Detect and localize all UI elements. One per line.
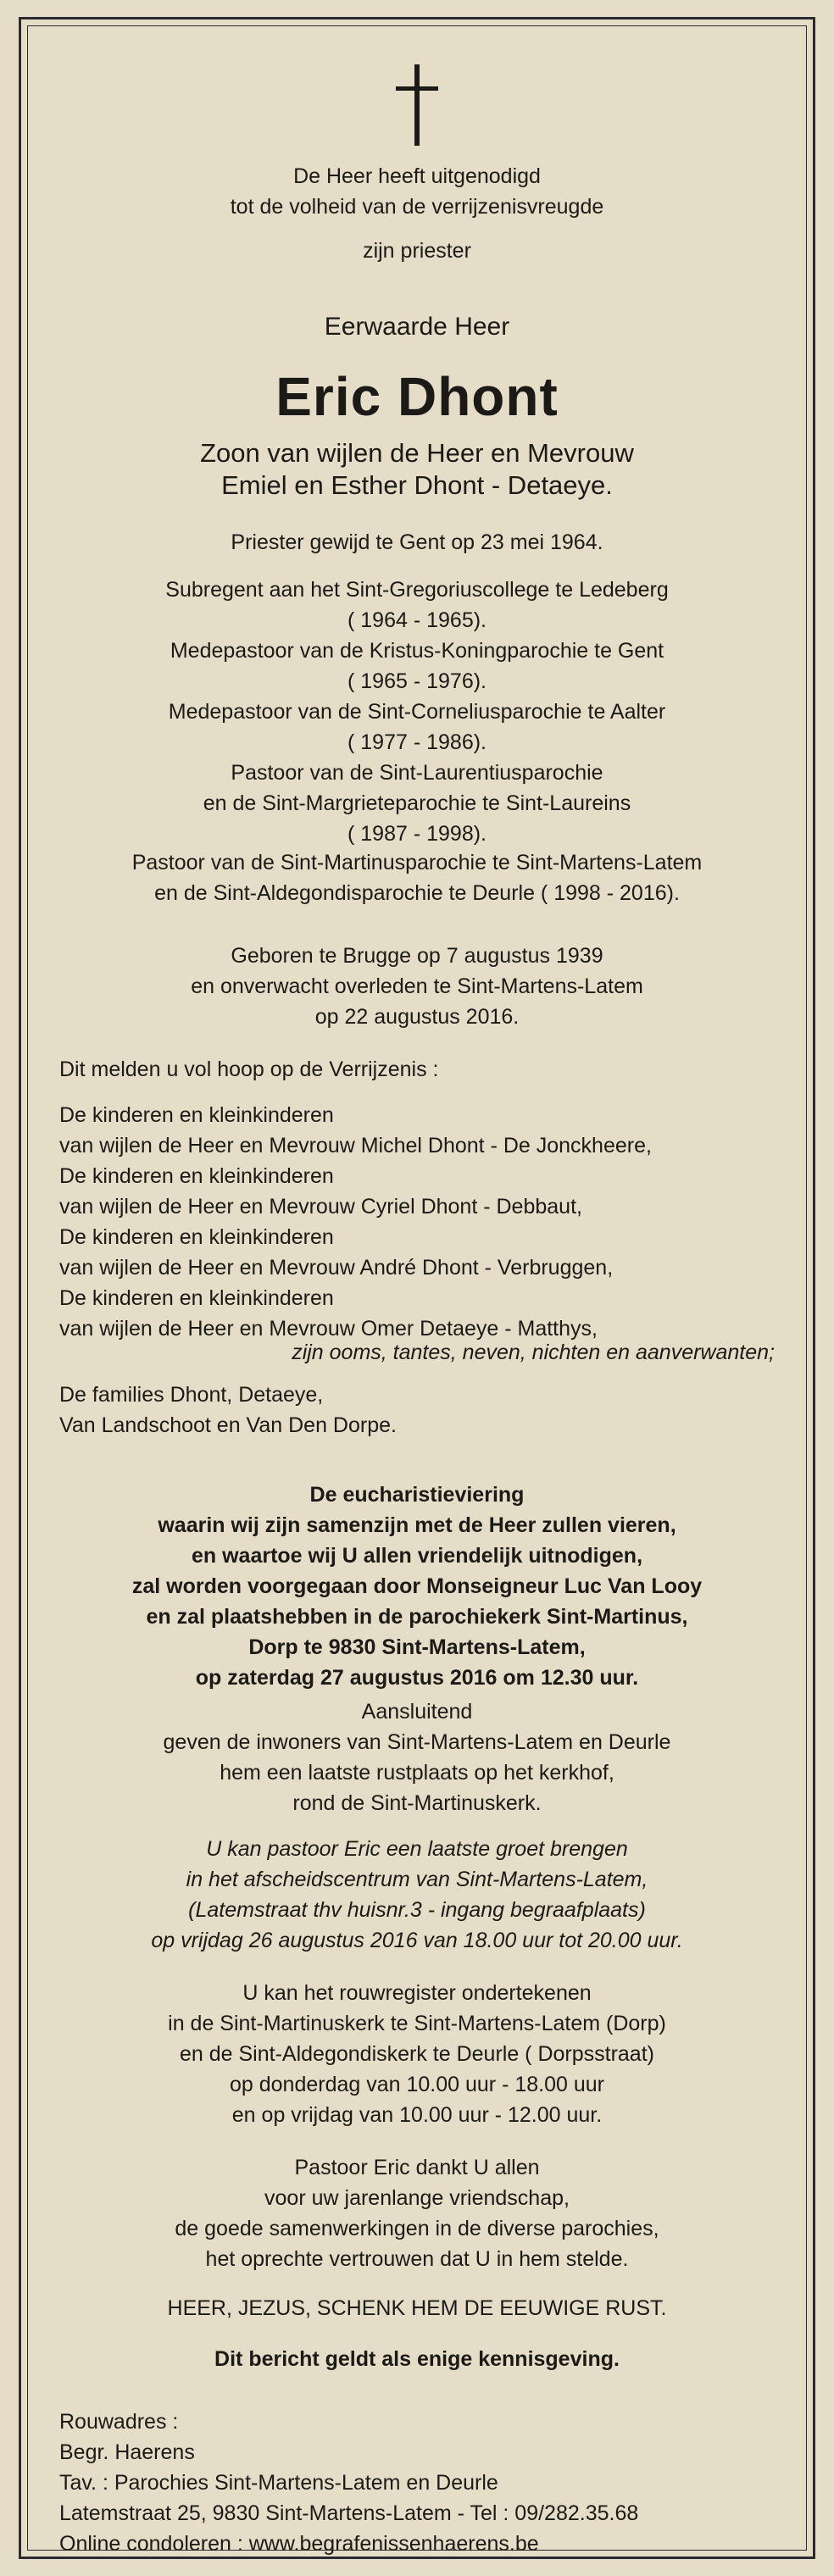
burial-line: rond de Sint-Martinuskerk. [292, 1791, 542, 1815]
address-block [59, 2407, 775, 2559]
funeral-line: De eucharistieviering [309, 1483, 525, 1507]
prayer [59, 2293, 775, 2323]
families [59, 1380, 775, 1441]
intro-line: tot de volheid van de verrijzenisvreugde [230, 195, 604, 219]
intro-line: De Heer heeft uitgenodigd [293, 164, 541, 188]
family-line: van wijlen de Heer en Mevrouw André Dhont - Verbruggen, [59, 1256, 614, 1280]
deceased-name: Eric Dhont [275, 366, 559, 427]
register-details [59, 1978, 775, 2130]
burial-line: geven de inwoners van Sint-Martens-Latem en Deurle [163, 1730, 671, 1754]
announcement-line: Dit melden u vol hoop op de Verrijzenis : [59, 1058, 439, 1081]
funeral-line: op zaterdag 27 augustus 2016 om 12.30 uur. [195, 1666, 639, 1690]
address-line: Rouwadres : [59, 2410, 179, 2434]
career-line: ( 1987 - 1998). [348, 822, 486, 846]
ordination-line: Priester gewijd te Gent op 23 mei 1964. [231, 530, 603, 554]
family-line: De kinderen en kleinkinderen [59, 1286, 334, 1310]
thanks-text [59, 2152, 775, 2274]
family-line: De kinderen en kleinkinderen [59, 1103, 334, 1127]
career-line: en de Sint-Margrieteparochie te Sint-Laureins [203, 791, 631, 815]
families-line: De families Dhont, Detaeye, [59, 1383, 324, 1407]
address-line: Latemstraat 25, 9830 Sint-Martens-Latem - Tel : 09/282.35.68 [59, 2501, 639, 2525]
funeral-line: en zal plaatshebben in de parochiekerk Sint-Martinus, [146, 1605, 688, 1629]
relatives [59, 1337, 775, 1368]
life-dates-line: Geboren te Brugge op 7 augustus 1939 [231, 944, 603, 968]
address-line: Begr. Haerens [59, 2440, 195, 2464]
relatives-line: zijn ooms, tantes, neven, nichten en aanverwanten; [292, 1341, 775, 1364]
families-line: Van Landschoot en Van Den Dorpe. [59, 1413, 397, 1437]
career-line: Medepastoor van de Sint-Corneliusparochie te Aalter [168, 700, 666, 724]
family-line: van wijlen de Heer en Mevrouw Michel Dhont - De Jonckheere, [59, 1134, 652, 1158]
career-line: ( 1965 - 1976). [348, 669, 486, 693]
burial-line: hem een laatste rustplaats op het kerkhof, [220, 1761, 614, 1785]
register-line: en de Sint-Aldegondiskerk te Deurle ( Dorpsstraat) [180, 2042, 654, 2066]
thanks-line: de goede samenwerkingen in de diverse parochies, [175, 2217, 659, 2240]
farewell-details [59, 1834, 775, 1956]
family-line: van wijlen de Heer en Mevrouw Cyriel Dhont - Debbaut, [59, 1195, 582, 1219]
career-line: ( 1977 - 1986). [348, 730, 486, 754]
role-line: zijn priester [363, 239, 471, 263]
notice [59, 2344, 775, 2374]
family-line: De kinderen en kleinkinderen [59, 1164, 334, 1188]
farewell-line: U kan pastoor Eric een laatste groet brengen [206, 1837, 628, 1861]
funeral-line: waarin wij zijn samenzijn met de Heer zullen vieren, [158, 1513, 676, 1537]
parents-line: Emiel en Esther Dhont - Detaeye. [221, 470, 613, 500]
cross-icon [396, 64, 438, 146]
announcement [59, 1054, 775, 1085]
current-post-line: Pastoor van de Sint-Martinusparochie te Sint-Martens-Latem [131, 851, 703, 874]
career-line: Subregent aan het Sint-Gregoriuscollege te Ledeberg [165, 578, 669, 602]
prayer-line: HEER, JEZUS, SCHENK HEM DE EEUWIGE RUST. [167, 2296, 667, 2320]
register-line: U kan het rouwregister ondertekenen [242, 1981, 592, 2005]
current-post [59, 847, 775, 908]
role-text [59, 236, 775, 266]
life-dates-line: op 22 augustus 2016. [314, 1005, 520, 1029]
farewell-line: (Latemstraat thv huisnr.3 - ingang begraafplaats) [188, 1898, 646, 1922]
farewell-line: op vrijdag 26 augustus 2016 van 18.00 uur tot 20.00 uur. [151, 1929, 683, 1952]
family-line: van wijlen de Heer en Mevrouw Omer Detaeye - Matthys, [59, 1317, 598, 1341]
funeral-line: Dorp te 9830 Sint-Martens-Latem, [248, 1635, 586, 1659]
notice-line: Dit bericht geldt als enige kennisgeving. [214, 2347, 620, 2371]
funeral-details [59, 1480, 775, 1693]
career-list [59, 575, 775, 849]
farewell-line: in het afscheidscentrum van Sint-Martens-Latem, [186, 1868, 648, 1891]
deceased-title: Eerwaarde Heer [324, 313, 510, 341]
register-line: in de Sint-Martinuskerk te Sint-Martens-Latem (Dorp) [168, 2012, 666, 2035]
address-line: Tav. : Parochies Sint-Martens-Latem en Deurle [59, 2471, 498, 2495]
current-post-line: en de Sint-Aldegondisparochie te Deurle ( 1998 - 2016). [154, 881, 680, 905]
website-link[interactable]: Online condoleren : www.begrafenissenhaerens.be [59, 2532, 539, 2556]
career-line: Medepastoor van de Kristus-Koningparochie te Gent [170, 639, 664, 663]
burial-line: Aansluitend [361, 1700, 473, 1724]
parents-line: Zoon van wijlen de Heer en Mevrouw [200, 438, 634, 468]
family-line: De kinderen en kleinkinderen [59, 1225, 334, 1249]
career-line: ( 1964 - 1965). [348, 608, 486, 632]
funeral-line: zal worden voorgegaan door Monseigneur Luc Van Looy [131, 1574, 703, 1598]
parents-text [59, 437, 775, 502]
thanks-line: Pastoor Eric dankt U allen [294, 2156, 540, 2179]
family-list [59, 1100, 775, 1344]
register-line: op donderdag van 10.00 uur - 18.00 uur [229, 2073, 604, 2096]
life-dates [59, 941, 775, 1032]
funeral-line: en waartoe wij U allen vriendelijk uitnodigen, [191, 1544, 643, 1568]
thanks-line: het oprechte vertrouwen dat U in hem stelde. [205, 2247, 629, 2271]
burial-details [59, 1696, 775, 1818]
thanks-line: voor uw jarenlange vriendschap, [264, 2186, 570, 2210]
register-line: en op vrijdag van 10.00 uur - 12.00 uur. [231, 2103, 603, 2127]
life-dates-line: en onverwacht overleden te Sint-Martens-Latem [191, 974, 643, 998]
career-line: Pastoor van de Sint-Laurentiusparochie [231, 761, 603, 785]
ordination-text [59, 527, 775, 558]
intro-text [59, 161, 775, 222]
